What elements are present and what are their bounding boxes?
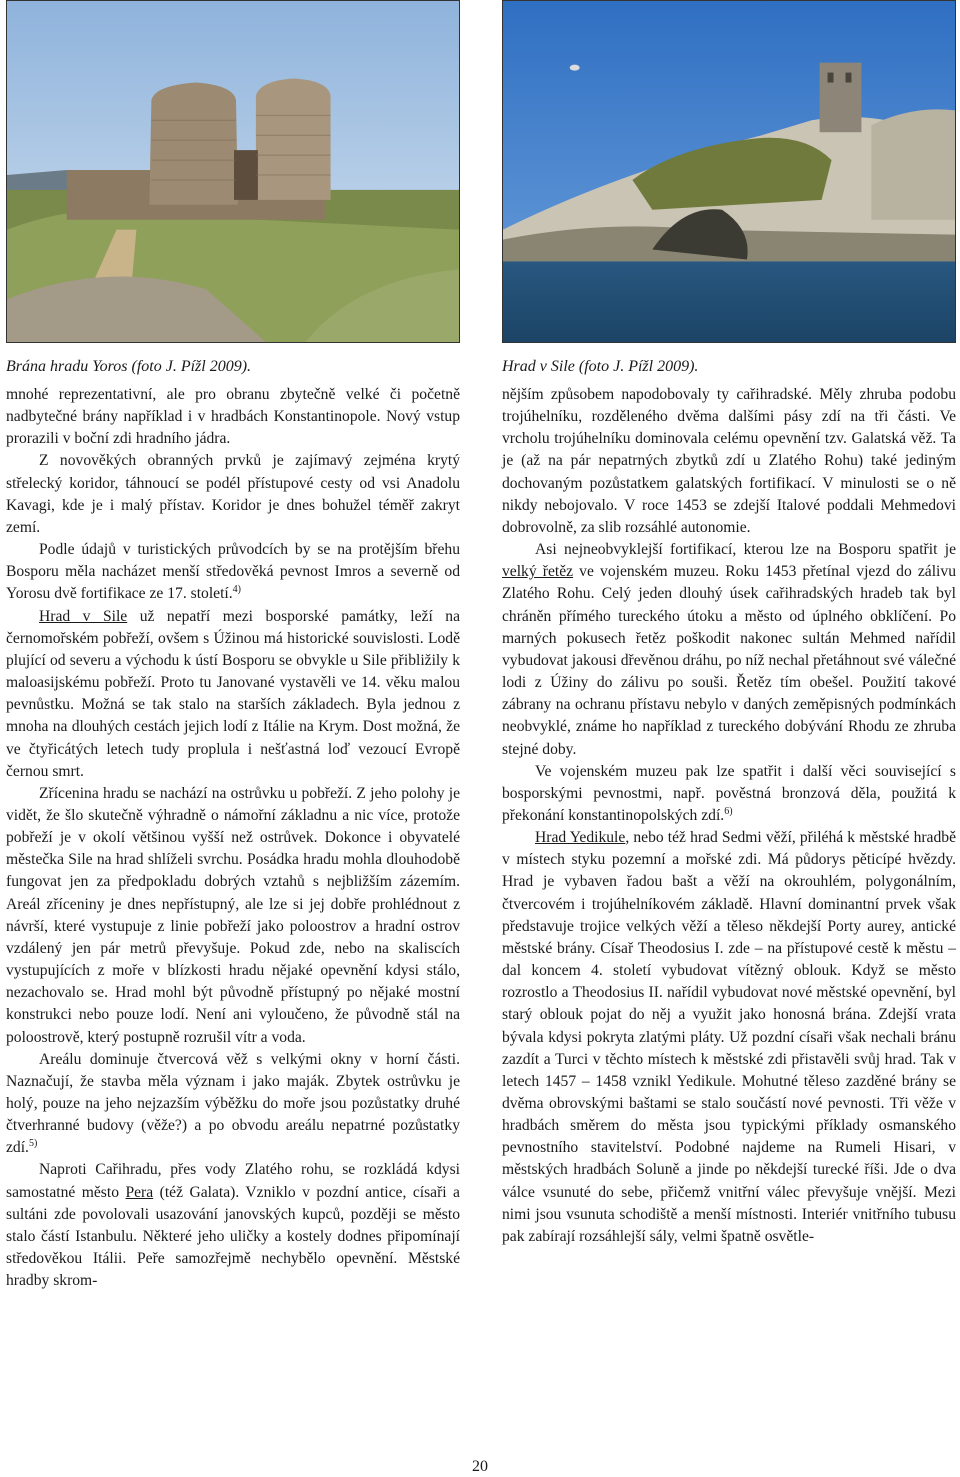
- footnote-ref: 6): [724, 805, 733, 817]
- photo-caption: Hrad v Sile (foto J. Pížl 2009).: [502, 358, 699, 375]
- left-text: [6, 384, 460, 1292]
- link-velky-retez[interactable]: velký řetěz: [502, 563, 574, 581]
- yoros-gate-photo: [6, 0, 460, 343]
- link-pera[interactable]: Pera: [125, 1183, 154, 1201]
- sile-castle-photo: [502, 0, 956, 343]
- paragraph: Podle údajů v turistických průvodcích by se na protějším břehu Bosporu měla nacházet menší středověká pevnost Imros a severně od Yorosu dvě fortifikace ze 17. století.$^{4)}$: [6, 541, 460, 603]
- link-hrad-yedikule[interactable]: Hrad Yedikule: [535, 829, 626, 847]
- paragraph: Hrad Yedikule, nebo též hrad Sedmi věží, přiléhá k městské hradbě v místech styku pozemní a mořské zdi. Má půdorys pěticípé hvězdy. Hrad je vybaven řadou bašt a věží na okrouhlém, polygonálním, čtvercovém i trojúhelníkovém základě. Hlavní dominantní prvek však představuje trojice velkých věží a těleso někdejší Porty aurey, antické městské brány. Císař Theodosius I. zde – na přístupové cestě k městu – dal koncem 4. století vybudovat vítězný oblouk. Když se město rozrostlo a Theodosius II. nařídil vybudovat nové městské opevnění, byl starý oblouk pojat do něj a využit jako honosná brána. Zdejší vrata bývala kdysi pokryta zlatými pláty. Už pozdní císaři však nechali bránu zazdít a Turci v těchto místech k městské zdi přistavěli svůj hrad. Tak v letech 1457 – 1458 vznikl Yedikule. Mohutné těleso zazděné brány se dvěma obrovskými baštami se stalo součástí nové pevnosti. Tři věže v hradbách směrem do města jsou typickými příklady osmanského pevnostního stavitelství. Podobné najdeme na Rumeli Hisari, v městských hradbách Soluně a jinde po někdejší turecké říši. Jde o dva válce vsunuté do sebe, přičemž vnitřní válec převyšuje vnější. Mezi nimi jsou vsunuta schodiště a menší místnosti. Interiér vnitřního tubusu pak zabírají rozsáhlejší sály, velmi špatně osvětle-: [502, 829, 956, 1245]
- right-text: [502, 384, 956, 1248]
- photo-caption: Brána hradu Yoros (foto J. Pížl 2009).: [6, 358, 252, 375]
- paragraph: Areálu dominuje čtvercová věž s velkými okny v horní části. Naznačují, že stavba měla význam i jako maják. Zbytek ostrůvku je holý, pouze na jeho nejzazším výběžku do moře jsou pozůstatky druhé čtverhranné budovy (věže?) a po obvodu areálu nepatrné pozůstatky zdí.$^{5)}$: [6, 1050, 460, 1157]
- paragraph: Z novověkých obranných prvků je zajímavý zejména krytý střelecký koridor, táhnoucí se podél přístupové cesty od vsi Anadolu Kavagi, kde je i malý přístav. Koridor je dnes bohužel téměř zakryt zemí.: [6, 452, 460, 536]
- page-number: 20: [472, 1458, 488, 1475]
- paragraph: Naproti Cařihradu, přes vody Zlatého rohu, se rozkládá kdysi samostatné město Pera (též Galata). Vzniklo v pozdní antice, císaři a sultáni zde povolovali usazování janovských kupců, později se město stalo částí Istanbulu. Některé jeho uličky a kostely dodnes připomínají středověkou Itálii. Peře samozřejmě nechybělo opevnění. Městské hradby skrom-: [6, 1161, 460, 1290]
- footnote-ref: 4): [232, 584, 241, 596]
- right-column: [502, 0, 956, 1248]
- paragraph: Asi nejneobvyklejší fortifikací, kterou lze na Bosporu spatřit je velký řetěz ve vojenském muzeu. Roku 1453 přetínal vjezd do zálivu Zlatého Rohu. Celý jeden dlouhý úsek cařihradských hradeb tak byl chráněn přímého tureckého útoku a město od úplného obklíčení. Po marných pokusech řetěz poškodit nakonec sultán Mehmed nařídil vybudovat jakousi dřevěnou dráhu, po níž nechal přetáhnout své válečné lodi z Úžiny do zálivu po souši. Řetěz tím obešel. Použití takové zábrany na ochranu přístavu nebylo v daných zeměpisných podmínkách neobvyklé, známe ho například z tureckého dobývání Rhodu ze zhruba stejné doby.: [502, 541, 956, 758]
- paragraph: mnohé reprezentativní, ale pro obranu zbytečně velké či početně nadbytečné brány například i v hradbách Konstantinopole. Nový vstup prorazili v boční zdi hradního jádra.: [6, 386, 460, 448]
- left-column: [6, 0, 460, 1292]
- paragraph: Hrad v Sile už nepatří mezi bosporské památky, leží na černomořském pobřeží, ovšem s Úžinou má historické souvislosti. Lodě plující od severu a východu k ústí Bosporu se obvykle u Sile přibližily k maloasijskému pobřeží. Proto tu Janované vystavěli ve 14. věku malou pevnůstku. Možná se tak stalo na starších základech. Byla jednou z mnoha na dlouhých cestách jejich lodí z Itálie na Krym. Dost možná, že ve čtyřicátých letech tudy proplula i nešťastná loď vezoucí Evropě černou smrt.: [6, 607, 460, 780]
- footnote-ref: 5): [28, 1138, 38, 1150]
- paragraph: Ve vojenském muzeu pak lze spatřit i další věci související s bosporskými pevnostmi, např. pověstná bronzová děla, použitá k překonání konstantinopolských zdí.$^{6)}$: [502, 762, 956, 824]
- paragraph: nějším způsobem napodobovaly ty cařihradské. Měly zhruba podobu trojúhelníku, rozděleného dvěma dalšími pásy zdí na tři části. Ve vrcholu trojúhelníku dominovala celému opevnění tzv. Galatská věž. Ta je (až na pár nepatrných zbytků zdí u Zlatého Rohu) také jediným dochovaným pozůstatkem galatských fortifikací. V minulosti se o ně nikdy nebojovalo. V roce 1453 se zdejší Italové poddali Mehmedovi dobrovolně, za slib rozsáhlé autonomie.: [502, 386, 956, 536]
- link-hrad-v-sile[interactable]: Hrad v Sile: [39, 607, 128, 625]
- paragraph: Zřícenina hradu se nachází na ostrůvku u pobřeží. Z jeho polohy je vidět, že šlo skutečně výhradně o námořní základnu a nic více, protože pobřeží je v okolí většinou vyšší než ostrůvek. Dokonce i obyvatelé městečka Sile na hrad shlíželi svrchu. Posádka hradu mohla dlouhodobě fungovat jen za předpokladu dobrých vztahů s nejbližším zázemím. Areál zříceniny je dnes nepřístupný, ale lze si jej dobře prohlédnout z návrší, které vystupuje z linie pobřeží jako poloostrov a hradní ostrov vzdálený jen pár metrů převyšuje. Pokud zde, nebo na skaliscích vystupujících z moře v blízkosti hradu nějaké opevnění kdysi stálo, nezachovalo se. Hrad mohl být původně přístupný po nějaké mostní konstrukci nebo pouze lodí. Není ani vyloučeno, že původně stál na poloostrově, který postupně rozrušil vítr a voda.: [6, 784, 460, 1046]
